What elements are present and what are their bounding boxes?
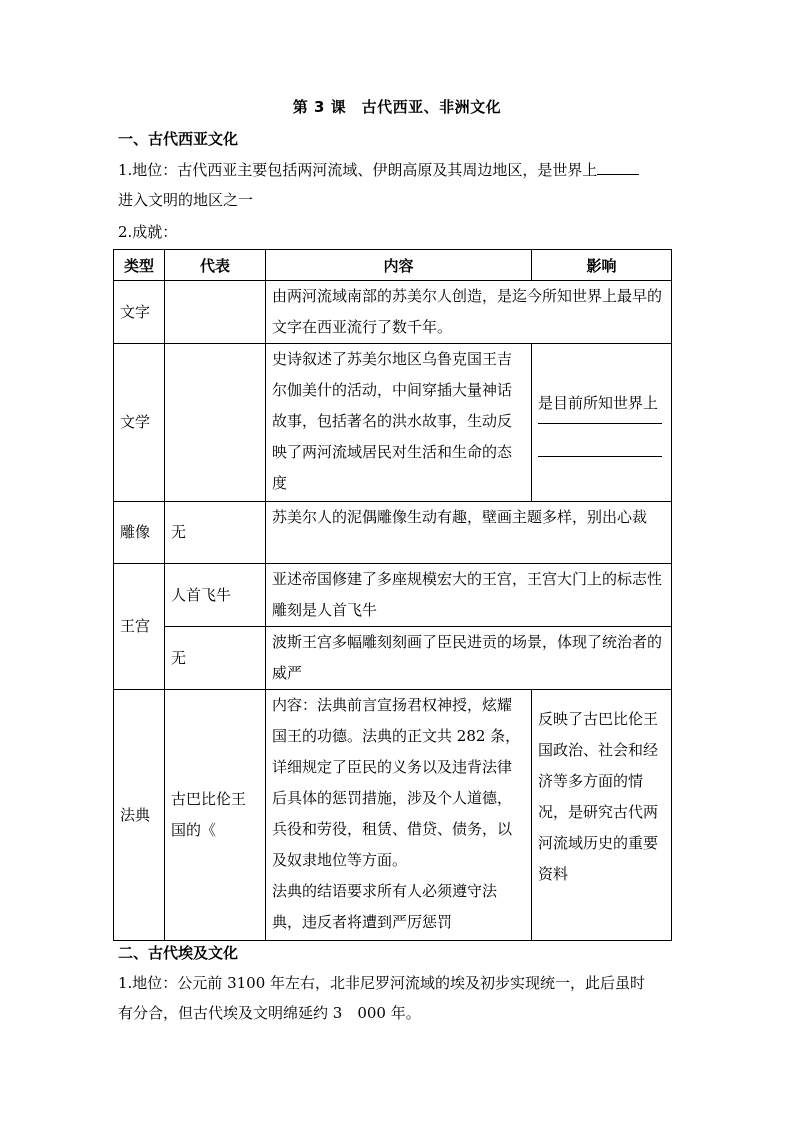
- table-row-sculpture: [114, 502, 672, 564]
- content-code-epilogue: 法典的结语要求所有人必须遵守法典，违反者将遭到严厉惩罚: [272, 882, 498, 931]
- rep-palace-assyria: 人首飞牛: [165, 564, 266, 627]
- rep-sculpture: 无: [165, 502, 266, 564]
- impact-code: 反映了古巴比伦王国政治、社会和经济等多方面的情况，是研究古代两河流域历史的重要资料: [532, 690, 672, 941]
- type-code: 法典: [114, 690, 165, 941]
- content-palace-persia: 波斯王宫多幅雕刻刻画了臣民进贡的场景，体现了统治者的威严: [266, 627, 672, 690]
- rep-literature: [165, 344, 266, 502]
- type-palace: 王宫: [114, 564, 165, 690]
- content-writing: 由两河流域南部的苏美尔人创造，是迄今所知世界上最早的文字在西亚流行了数千年。: [266, 281, 672, 344]
- section-heading-egypt: 二、古代埃及文化: [118, 944, 239, 962]
- content-code-body: 内容：法典前言宣扬君权神授，炫耀国王的功德。法典的正文共 282 条，详细规定了臣民的义务以及违背法律后具体的惩罚措施，涉及个人道德，兵役和劳役，租赁、借贷、债务，以及奴隶地位等方面。: [272, 696, 521, 869]
- content-palace-assyria: 亚述帝国修建了多座规模宏大的王宫，王宫大门上的标志性雕刻是人首飞牛: [266, 564, 672, 627]
- table-row-writing: [114, 281, 672, 344]
- content-literature: 史诗叙述了苏美尔地区乌鲁克国王吉尔伽美什的活动，中间穿插大量神话故事，包括著名的洪水故事，生动反映了两河流域居民对生活和生命的态度: [266, 344, 532, 502]
- type-writing: 文字: [114, 281, 165, 344]
- lesson-title: 第 3 课 古代西亚、非洲文化: [292, 98, 502, 116]
- content-sculpture: 苏美尔人的泥偶雕像生动有趣，壁画主题多样，别出心裁: [266, 502, 672, 564]
- header-type: 类型: [114, 250, 165, 281]
- header-content: 内容: [266, 250, 532, 281]
- table-row-code: [114, 690, 672, 941]
- impact-literature-text: 是目前所知世界上: [538, 394, 659, 412]
- status-line-2: 进入文明的地区之一: [118, 191, 254, 209]
- content-code: [266, 690, 532, 941]
- table-row-palace-1: [114, 564, 672, 627]
- fill-blank-line: [538, 422, 662, 424]
- impact-literature: [532, 344, 672, 502]
- achievements-table: [113, 249, 672, 941]
- egypt-line-2: 有分合，但古代埃及文明绵延约 3 000 年。: [118, 1004, 421, 1022]
- fill-blank-line: [538, 455, 662, 457]
- egypt-line-1: 1.地位：公元前 3100 年左右，北非尼罗河流域的埃及初步实现统一，此后虽时: [118, 974, 646, 992]
- table-row-literature: [114, 344, 672, 502]
- section-heading-west-asia: 一、古代西亚文化: [118, 130, 239, 148]
- status-paragraph: [118, 155, 678, 215]
- type-literature: 文学: [114, 344, 165, 502]
- rep-palace-persia: 无: [165, 627, 266, 690]
- table-header-row: [114, 250, 672, 281]
- egypt-status-paragraph: [118, 968, 678, 1028]
- status-line-1: 1.地位：古代西亚主要包括两河流域、伊朗高原及其周边地区，是世界上: [118, 161, 598, 179]
- table-row-palace-2: [114, 627, 672, 690]
- type-sculpture: 雕像: [114, 502, 165, 564]
- achievements-label: 2.成就：: [118, 223, 178, 241]
- header-representative: 代表: [165, 250, 266, 281]
- rep-code: 古巴比伦王国的《: [165, 690, 266, 941]
- rep-writing: [165, 281, 266, 344]
- header-impact: 影响: [532, 250, 672, 281]
- fill-blank: [597, 173, 639, 175]
